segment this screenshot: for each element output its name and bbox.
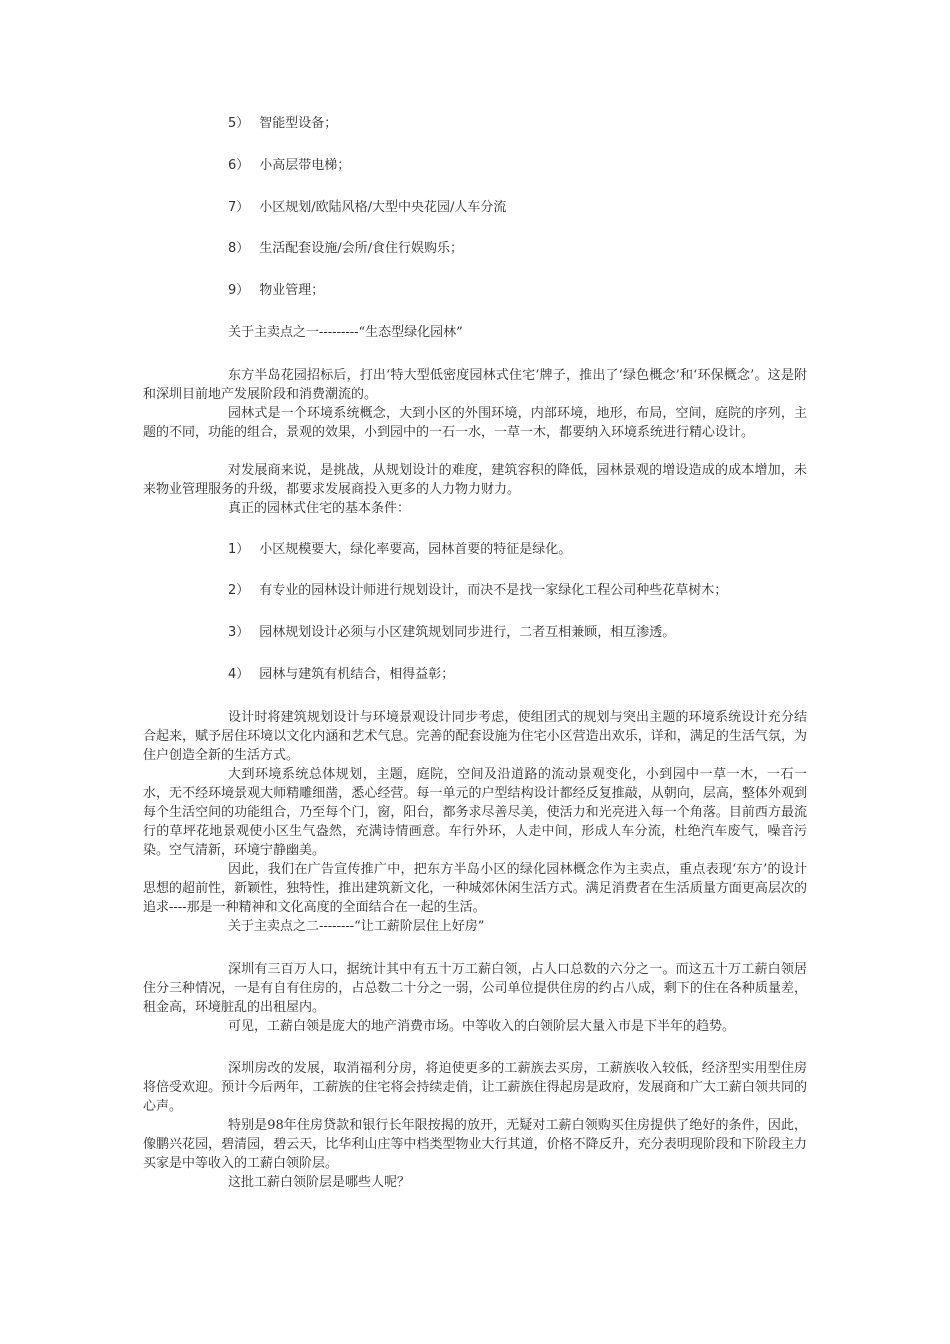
paragraph: 这批工薪白领阶层是哪些人呢？ xyxy=(228,1175,411,1190)
list-item xyxy=(228,115,337,133)
list-item xyxy=(228,157,350,175)
paragraph: 深圳房改的发展，取消福利分房，将迫使更多的工薪族去买房，工薪族收入较低，经济型实用型住房将倍受欢迎。预计今后两年，工薪族的住宅将会持续走俏，让工薪族住得起房是政府，发展商和广大工薪白领共同的心声。 xyxy=(143,1061,807,1114)
paragraph: 设计时将建筑规划设计与环境景观设计同步考虑，使组团式的规划与突出主题的环境系统设计充分结合起来，赋予居住环境以文化内涵和艺术气息。完善的配套设施为住宅小区营造出欢乐，详和，满足的生活气氛，为住户创造全新的生活方式。 xyxy=(143,710,807,763)
list-number: 7） xyxy=(228,200,250,215)
list-item xyxy=(228,624,675,642)
list-number: 9） xyxy=(228,283,250,298)
paragraph: 因此，我们在广告宣传推广中，把东方半岛小区的绿化园林概念作为主卖点，重点表现‘东方’的设计思想的超前性，新颖性，独特性，推出建筑新文化，一种城郊休闲生活方式。满足消费者在生活质量方面更高层次的追求----那是一种精神和文化高度的全面结合在一起的生活。 xyxy=(143,862,807,915)
list-text: 小区规模要大，绿化率要高，园林首要的特征是绿化。 xyxy=(259,542,572,557)
list-item xyxy=(228,199,506,217)
list-item xyxy=(228,240,463,258)
list-item xyxy=(228,582,727,600)
list-number: 5） xyxy=(228,116,250,131)
list-number: 3） xyxy=(228,625,250,640)
paragraph: 深圳有三百万人口，据统计其中有五十万工薪白领，占人口总数的六分之一。而这五十万工薪白领居住分三种情况，一是有自有住房的，占总数二十分之一弱，公司单位提供住房的约占八成，剩下的住在各种质量差，租金高，环境脏乱的出租屋内。 xyxy=(143,962,807,1015)
list-text: 物业管理； xyxy=(259,283,325,298)
list-item xyxy=(228,282,324,300)
list-number: 1） xyxy=(228,542,250,557)
paragraph: 园林式是一个环境系统概念，大到小区的外围环境，内部环境，地形，布局，空间，庭院的序列，主题的不同，功能的组合，景观的效果，小到园中的一石一水，一草一木，都要纳入环境系统进行精心设计。 xyxy=(143,406,807,440)
list-text: 智能型设备； xyxy=(259,116,338,131)
paragraph: 东方半岛花园招标后，打出‘特大型低密度园林式住宅’牌子，推出了‘绿色概念’和‘环保概念’。这是附和深圳目前地产发展阶段和消费潮流的。 xyxy=(143,368,807,402)
paragraph: 可见，工薪白领是庞大的地产消费市场。中等收入的白领阶层大量入市是下半年的趋势。 xyxy=(228,1019,736,1034)
list-text: 园林与建筑有机结合，相得益彰； xyxy=(259,667,455,682)
paragraph: 特别是98年住房贷款和银行长年限按揭的放开，无疑对工薪白领购买住房提供了绝好的条件，因此，像鹏兴花园，碧清园，碧云天，比华利山庄等中档类型物业大行其道，价格不降反升，充分表明现阶段和下阶段主力买家是中等收入的工薪白领阶层。 xyxy=(143,1118,807,1171)
list-number: 4） xyxy=(228,667,250,682)
paragraph: 真正的园林式住宅的基本条件： xyxy=(228,501,411,516)
list-text: 小高层带电梯； xyxy=(259,158,351,173)
list-text: 小区规划/欧陆风格/大型中央花园/人车分流 xyxy=(259,200,507,215)
paragraph: 大到环境系统总体规划，主题，庭院，空间及沿道路的流动景观变化，小到园中一草一木，一石一水，无不经环境景观大师精雕细凿，悉心经营。每一单元的户型结构设计都经反复推敲，从朝向，层高，整体外观到每个生活空间的功能组合，乃至每个门，窗，阳台，都务求尽善尽美，使活力和光亮进入每一个角落。目前西方最流行的草坪花地景观使小区生气盎然，充满诗情画意。车行外环，人走中间，形成人车分流，杜绝汽车废气，噪音污染。空气清新，环境宁静幽美。 xyxy=(143,767,807,858)
list-text: 园林规划设计必须与小区建筑规划同步进行，二者互相兼顾，相互渗透。 xyxy=(259,625,676,640)
section-heading: 关于主卖点之一---------“生态型绿化园林” xyxy=(228,325,463,340)
list-item xyxy=(228,541,571,559)
list-item xyxy=(228,666,454,684)
list-number: 8） xyxy=(228,241,250,256)
section-heading: 关于主卖点之二--------“让工薪阶层住上好房” xyxy=(228,919,485,934)
paragraph: 对发展商来说，是挑战，从规划设计的难度，建筑容积的降低，园林景观的增设造成的成本增加，未来物业管理服务的升级，都要求发展商投入更多的人力物力财力。 xyxy=(143,463,807,497)
list-number: 2） xyxy=(228,583,250,598)
list-text: 生活配套设施/会所/食住行娱购乐； xyxy=(259,241,464,256)
list-text: 有专业的园林设计师进行规划设计，而决不是找一家绿化工程公司种些花草树木； xyxy=(259,583,728,598)
list-number: 6） xyxy=(228,158,250,173)
